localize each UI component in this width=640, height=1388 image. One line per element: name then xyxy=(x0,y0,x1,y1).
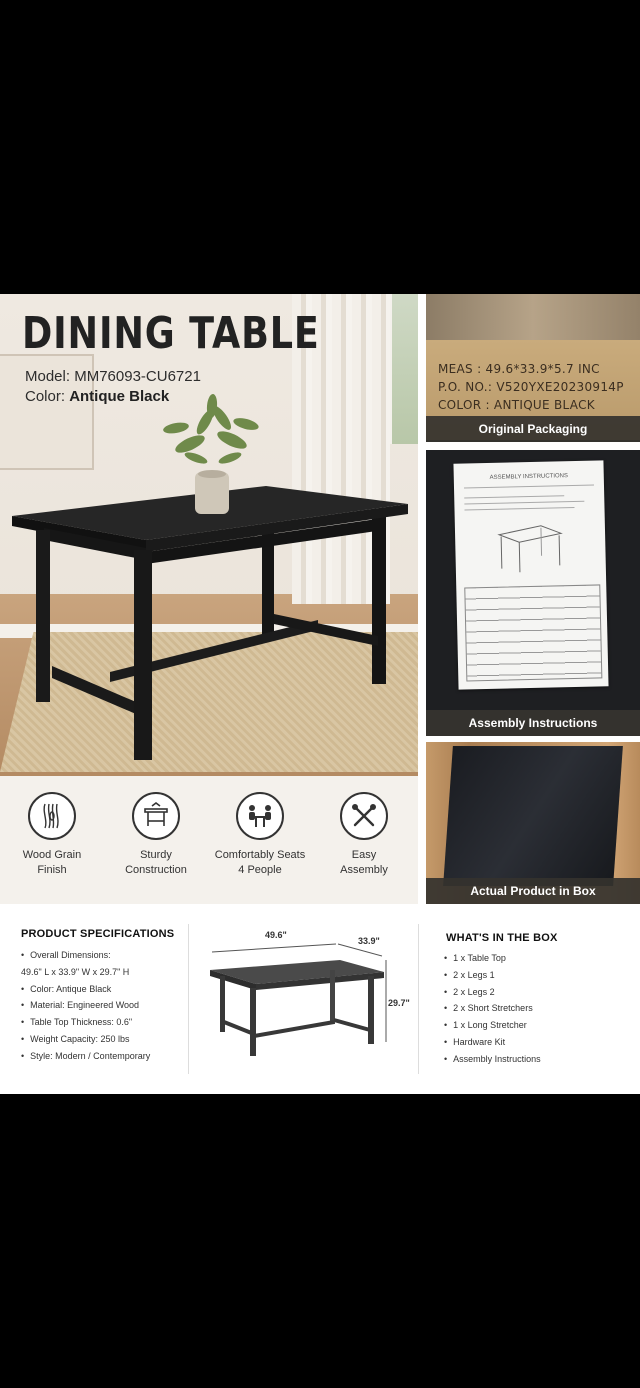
model-value: MM76093-CU6721 xyxy=(74,368,201,385)
spec-item: • Color: Antique Black xyxy=(21,981,150,998)
wood-grain-icon xyxy=(28,792,76,840)
feature-label: Sturdy Construction xyxy=(125,849,187,876)
product-listing-image xyxy=(0,294,640,1094)
sheet-title: ASSEMBLY INSTRUCTIONS xyxy=(489,473,569,481)
people-seating-icon xyxy=(236,792,284,840)
carton-line: COLOR : ANTIQUE BLACK xyxy=(438,398,595,412)
spec-item: • Overall Dimensions: xyxy=(21,947,150,964)
width-label: 33.9" xyxy=(358,936,380,946)
color-label: Color: xyxy=(25,388,66,405)
box-item: • 1 x Long Stretcher xyxy=(444,1017,541,1034)
spec-item: • Style: Modern / Contemporary xyxy=(21,1048,150,1065)
length-label: 49.6" xyxy=(265,930,287,940)
parts-table xyxy=(464,584,602,681)
color-line xyxy=(25,388,169,405)
height-label: 29.7" xyxy=(388,998,410,1008)
divider xyxy=(188,924,189,1074)
feature-label: Easy Assembly xyxy=(340,849,388,876)
packaging-wrap xyxy=(426,294,640,342)
instruction-sheet xyxy=(453,460,608,689)
assembly-photo xyxy=(426,450,640,736)
spec-item: • Weight Capacity: 250 lbs xyxy=(21,1031,150,1048)
feature-label: Wood Grain Finish xyxy=(22,849,82,876)
box-title: WHAT'S IN THE BOX xyxy=(446,932,558,944)
box-item: • 2 x Legs 1 xyxy=(444,967,541,984)
feature-wood-grain xyxy=(0,792,104,878)
box-item: • Assembly Instructions xyxy=(444,1051,541,1068)
product-title: DINING TABLE xyxy=(22,308,320,359)
specs-list xyxy=(21,947,150,1065)
box-list xyxy=(444,950,541,1068)
feature-sturdy xyxy=(104,792,208,878)
color-value: Antique Black xyxy=(69,388,170,405)
box-item: • 2 x Legs 2 xyxy=(444,984,541,1001)
box-item: • Hardware Kit xyxy=(444,1034,541,1051)
dimension-diagram xyxy=(200,930,420,1080)
assembly-caption: Assembly Instructions xyxy=(426,710,640,736)
spec-item: 49.6" L x 33.9" W x 29.7" H xyxy=(21,966,130,977)
sturdy-table-icon xyxy=(132,792,180,840)
tools-icon xyxy=(340,792,388,840)
carton-line: P.O. NO.: V520YXE20230914P xyxy=(438,380,624,394)
hero-photo xyxy=(0,294,418,776)
carton-line: MEAS : 49.6*33.9*5.7 INC xyxy=(438,362,600,376)
in-box-caption: Actual Product in Box xyxy=(426,878,640,904)
divider xyxy=(418,924,419,1074)
spec-item: • Material: Engineered Wood xyxy=(21,997,150,1014)
specs-band xyxy=(0,904,640,1094)
packaging-caption: Original Packaging xyxy=(426,416,640,442)
feature-assembly xyxy=(312,792,416,878)
table-top-in-box xyxy=(443,746,623,886)
feature-icons xyxy=(0,776,418,904)
table-diagram xyxy=(495,519,566,575)
feature-label: Comfortably Seats 4 People xyxy=(214,849,306,876)
model-line xyxy=(25,368,201,385)
specs-title: PRODUCT SPECIFICATIONS xyxy=(21,928,175,940)
box-item: • 2 x Short Stretchers xyxy=(444,1000,541,1017)
box-item: • 1 x Table Top xyxy=(444,950,541,967)
spec-item: • Table Top Thickness: 0.6" xyxy=(21,1014,150,1031)
packaging-photo xyxy=(426,294,640,442)
dining-table-illustration xyxy=(0,294,418,776)
in-box-photo xyxy=(426,742,640,904)
feature-seats xyxy=(208,792,312,878)
model-label: Model: xyxy=(25,368,71,385)
